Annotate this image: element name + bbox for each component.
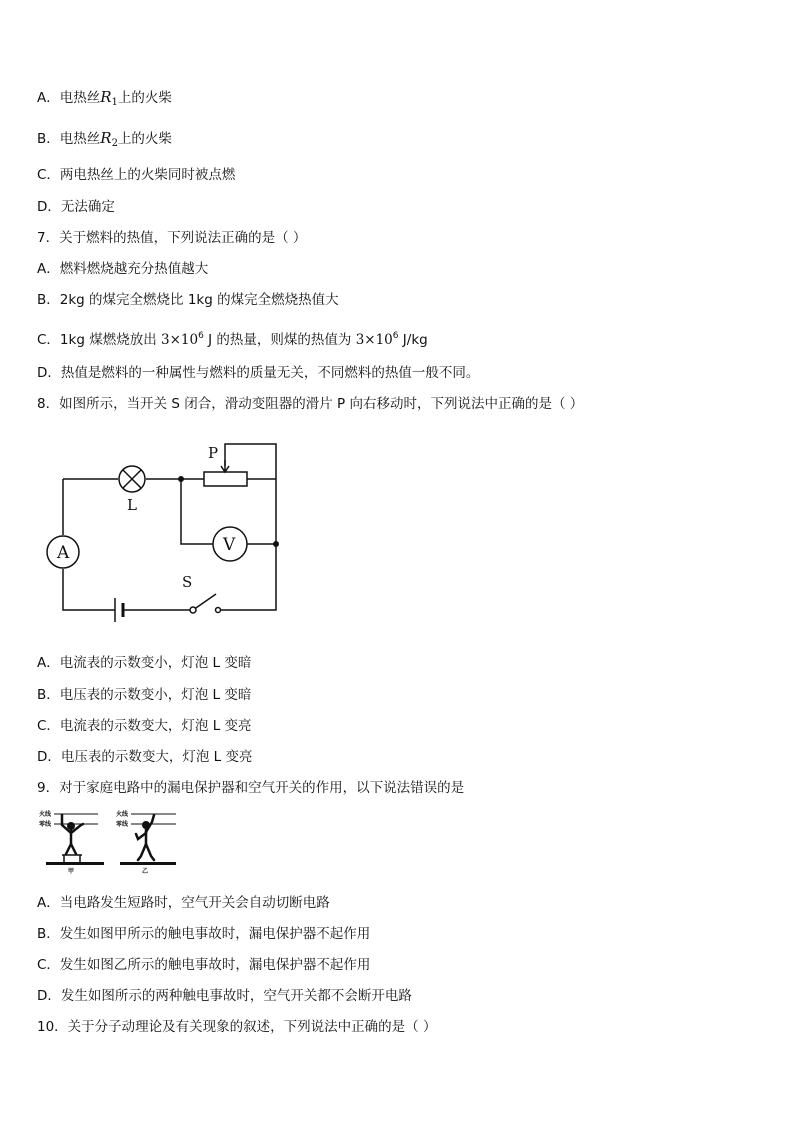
label-live-2: 火线 xyxy=(116,811,129,818)
junction-dot-top xyxy=(178,476,184,482)
q7-option-d: D．热值是燃料的一种属性与燃料的质量无关，不同燃料的热值一般不同。 xyxy=(37,365,480,381)
person-1-figure xyxy=(62,815,83,854)
q9-option-c: C．发生如图乙所示的触电事故时，漏电保护器不起作用 xyxy=(37,957,371,973)
wire-to-voltmeter xyxy=(181,479,213,544)
label-live-1: 火线 xyxy=(39,811,52,818)
circuit-diagram xyxy=(40,432,300,632)
caption-jia: 甲 xyxy=(68,868,75,875)
label-l: L xyxy=(127,496,137,514)
q7-c-value-2: 3×10 xyxy=(355,332,393,348)
q7-option-b: B．2kg 的煤完全燃烧比 1kg 的煤完全燃烧热值大 xyxy=(37,292,339,308)
q6-option-a-suffix: 上的火柴 xyxy=(117,90,172,106)
ground-2 xyxy=(120,862,176,865)
stool-figure xyxy=(62,855,82,862)
q6-option-a-prefix: A．电热丝 xyxy=(37,90,101,106)
caption-yi: 乙 xyxy=(142,868,149,875)
junction-dot-right xyxy=(273,541,279,547)
q6-option-a xyxy=(37,88,172,112)
q6-option-b-prefix: B．电热丝 xyxy=(37,131,101,147)
q7-c-exp-1: 6 xyxy=(198,331,204,341)
rheostat-slider-arrow xyxy=(221,460,229,472)
q6-b-sym: R xyxy=(100,129,112,147)
q7-c-text-1: C．1kg 煤燃烧放出 xyxy=(37,332,161,348)
q8-option-d: D．电压表的示数变大，灯泡 L 变亮 xyxy=(37,749,253,765)
ground-1 xyxy=(46,862,104,865)
q6-option-c: C．两电热丝上的火柴同时被点燃 xyxy=(37,167,236,183)
label-neutral-2: 零线 xyxy=(116,821,129,828)
q9-option-a: A．当电路发生短路时，空气开关会自动切断电路 xyxy=(37,895,330,911)
q8-option-b: B．电压表的示数变小，灯泡 L 变暗 xyxy=(37,687,252,703)
person-2-figure xyxy=(136,815,154,860)
q7-c-exp-2: 6 xyxy=(392,331,399,341)
wire-left-bottom xyxy=(63,569,115,610)
label-s: S xyxy=(182,573,193,591)
q10-stem: 10．关于分子动理论及有关现象的叙述，下列说法中正确的是（ ） xyxy=(37,1019,437,1035)
q6-option-d: D．无法确定 xyxy=(37,199,115,215)
label-v: V xyxy=(223,535,236,555)
q7-option-c xyxy=(37,327,428,349)
q6-option-b xyxy=(37,129,172,153)
q6-a-sym: R xyxy=(100,88,112,106)
rheostat-symbol xyxy=(204,472,247,486)
label-p: P xyxy=(208,444,219,462)
q8-option-c: C．电流表的示数变大，灯泡 L 变亮 xyxy=(37,718,252,734)
q6-a-sub: 1 xyxy=(111,97,118,108)
q9-option-d: D．发生如图所示的两种触电事故时，空气开关都不会断开电路 xyxy=(37,988,412,1004)
q9-option-b: B．发生如图甲所示的触电事故时，漏电保护器不起作用 xyxy=(37,926,371,942)
q6-option-b-symbol xyxy=(100,129,118,147)
q7-stem: 7．关于燃料的热值，下列说法正确的是（ ） xyxy=(37,230,307,246)
q7-c-text-3: J/kg xyxy=(398,332,428,348)
lamp-symbol xyxy=(119,466,145,492)
q6-option-a-symbol xyxy=(100,88,118,106)
switch-symbol xyxy=(190,594,221,613)
q8-option-a: A．电流表的示数变小，灯泡 L 变暗 xyxy=(37,655,252,671)
label-a: A xyxy=(57,543,70,563)
q7-option-a: A．燃料燃烧越充分热值越大 xyxy=(37,261,209,277)
electric-shock-figure xyxy=(38,806,178,876)
q7-c-value-1: 3×10 xyxy=(161,332,199,348)
q9-stem: 9．对于家庭电路中的漏电保护器和空气开关的作用，以下说法错误的是 xyxy=(37,780,465,796)
q8-stem: 8．如图所示，当开关 S 闭合，滑动变阻器的滑片 P 向右移动时，下列说法中正确的是（ ） xyxy=(37,396,584,412)
q6-b-sub: 2 xyxy=(111,138,118,149)
q7-c-text-2: J 的热量，则煤的热值为 xyxy=(203,332,356,348)
battery-symbol xyxy=(115,598,123,622)
q6-option-b-suffix: 上的火柴 xyxy=(117,131,172,147)
label-neutral-1: 零线 xyxy=(39,821,52,828)
